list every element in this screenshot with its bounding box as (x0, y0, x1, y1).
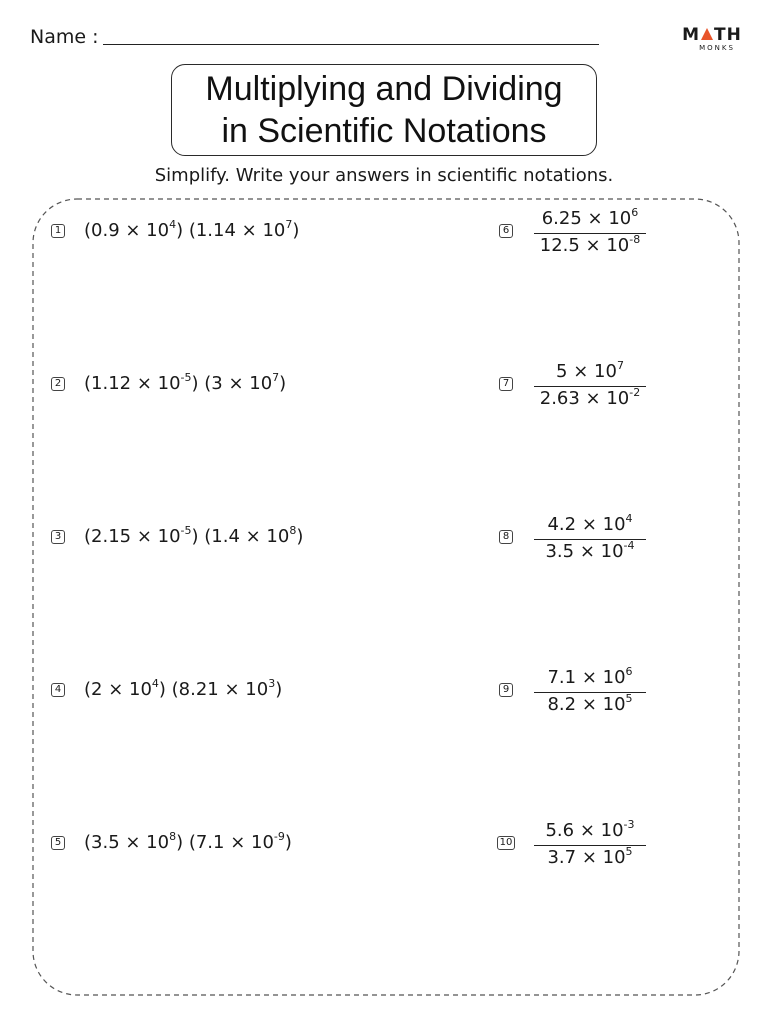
problem-number: 3 (51, 530, 65, 544)
problem-number: 8 (499, 530, 513, 544)
problem-number: 1 (51, 224, 65, 238)
title-line-1: Multiplying and Dividing (205, 70, 563, 108)
fraction-denominator: $3.7 \times 10^5$ (547, 845, 633, 868)
problem-number: 6 (499, 224, 513, 238)
problem-number: 2 (51, 377, 65, 391)
logo-subtext: MONKS (699, 44, 735, 52)
problem-10-number-wrap (497, 836, 534, 850)
title-line-2: in Scientific Notations (221, 112, 547, 150)
fraction-denominator: $2.63 \times 10^{-2}$ (539, 386, 641, 409)
problem-9-fraction (534, 667, 646, 718)
logo-triangle-icon (701, 28, 713, 40)
problem-9-number-wrap (499, 683, 532, 697)
logo-text-th: TH (714, 25, 742, 45)
fraction-denominator: $3.5 \times 10^{-4}$ (545, 539, 635, 562)
problem-expression: $(2 \times 10^4)$ $(8.21 \times 10^3)$ (84, 677, 283, 700)
problem-7-fraction (534, 361, 646, 412)
logo-text-m: M (682, 25, 701, 45)
problem-1 (51, 220, 299, 241)
problem-4 (51, 679, 282, 700)
fraction-numerator: $5 \times 10^7$ (556, 359, 624, 382)
problem-number: 9 (499, 683, 513, 697)
problem-10-fraction (534, 820, 646, 871)
name-label: Name : (30, 26, 99, 48)
name-field[interactable] (103, 44, 599, 45)
problems-frame (32, 198, 740, 996)
problem-6-fraction (534, 208, 646, 259)
problem-expression: $(0.9 \times 10^4)$ $(1.14 \times 10^7)$ (84, 218, 300, 241)
problem-number: 10 (497, 836, 515, 850)
problem-3 (51, 526, 303, 547)
problem-expression: $(3.5 \times 10^8)$ $(7.1 \times 10^{-9})$ (84, 830, 292, 853)
problem-number: 7 (499, 377, 513, 391)
fraction-denominator: $8.2 \times 10^5$ (547, 692, 633, 715)
problem-number: 5 (51, 836, 65, 850)
problem-number: 4 (51, 683, 65, 697)
fraction-denominator: $12.5 \times 10^{-8}$ (539, 233, 641, 256)
problem-8-fraction (534, 514, 646, 565)
problem-expression: $(2.15 \times 10^{-5})$ $(1.4 \times 10^8)$ (84, 524, 304, 547)
worksheet-title (171, 64, 597, 156)
fraction-numerator: $6.25 \times 10^6$ (541, 206, 639, 229)
instructions: Simplify. Write your answers in scientific notations. (154, 165, 614, 186)
problem-5 (51, 832, 292, 853)
fraction-numerator: $4.2 \times 10^4$ (547, 512, 633, 535)
fraction-numerator: $7.1 \times 10^6$ (547, 665, 633, 688)
problem-8-number-wrap (499, 530, 532, 544)
math-monks-logo (681, 26, 743, 52)
problem-2 (51, 373, 286, 394)
problem-6-number-wrap (499, 224, 532, 238)
problem-7-number-wrap (499, 377, 532, 391)
problem-expression: $(1.12 \times 10^{-5})$ $(3 \times 10^7)$ (84, 371, 287, 394)
fraction-numerator: $5.6 \times 10^{-3}$ (545, 818, 635, 841)
